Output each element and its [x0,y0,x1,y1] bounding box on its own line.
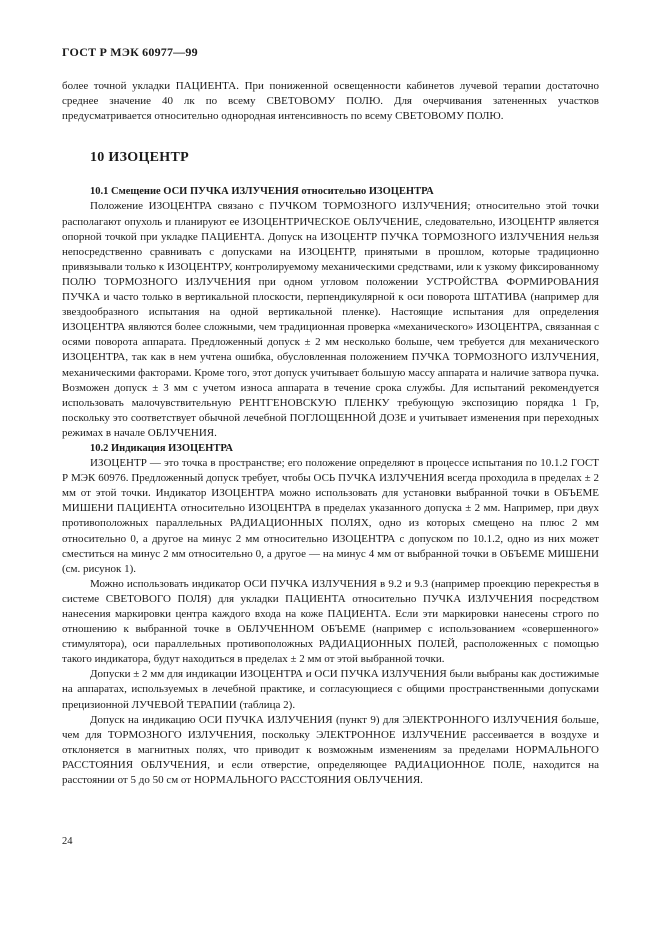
subsection-2-paragraph-3: Допуски ± 2 мм для индикации ИЗОЦЕНТРА и ОСИ ПУЧКА ИЗЛУЧЕНИЯ были выбраны как достижимые на аппаратах, используемых в лечебной практике, и согласующиеся с общими пространственными допусками прецизионной ЛУЧЕВОЙ ТЕРАПИИ (таблица 2). [62,668,599,711]
intro-paragraph: более точной укладки ПАЦИЕНТА. При пониженной освещенности кабинетов лучевой терапии достаточно среднее значение 40 лк по всему СВЕТОВОМУ ПОЛЮ. Для очерчивания затененных участков предусматривается относительно однородная интенсивность по всему СВЕТОВОМУ ПОЛЮ. [62,80,599,123]
subsection-2-paragraph-4: Допуск на индикацию ОСИ ПУЧКА ИЗЛУЧЕНИЯ (пункт 9) для ЭЛЕКТРОННОГО ИЗЛУЧЕНИЯ больше, чем для ТОРМОЗНОГО ИЗЛУЧЕНИЯ, поскольку ЭЛЕКТРОННОЕ ИЗЛУЧЕНИЕ рассеивается в воздухе и отклоняется в магнитных полях, что приводит к возможным изменениям за пределами НОРМАЛЬНОГО РАССТОЯНИЯ ОБЛУЧЕНИЯ, и если отверстие, определяющее РАДИАЦИОННОЕ ПОЛЕ, находится на расстоянии от 5 до 50 см от НОРМАЛЬНОГО РАССТОЯНИЯ ОБЛУЧЕНИЯ. [62,713,599,787]
page-number: 24 [62,836,73,847]
subsection-2-paragraph-1: ИЗОЦЕНТР — это точка в пространстве; его положение определяют в процессе испытания по 10.1.2 ГОСТ Р МЭК 60976. Предложенный допуск требует, чтобы ОСЬ ПУЧКА ИЗЛУЧЕНИЯ всегда проходила в пределах ± 2 мм от этой точки. Индикатор ИЗОЦЕНТРА можно использовать для установки выбранной точки в ОБЪЕМЕ МИШЕНИ ПАЦИЕНТА относительно ИЗОЦЕНТРА в пределах указанного допуска ± 2 мм. Например, при двух противоположных параллельных РАДИАЦИОННЫХ ПОЛЯХ, одно из которых смещено на плюс 2 мм относительно 0, а другое на минус 2 мм относительно ИЗОЦЕНТРА с допуском по 10.1.2, одно из них может сместиться на минус 2 мм относительно 0, а другое — на минус 4 мм от выбранной точки в ОБЪЕМЕ МИШЕНИ (см. рисунок 1). [62,457,599,575]
document-header: ГОСТ Р МЭК 60977—99 [62,45,198,59]
subsection-2-title: 10.2 Индикация ИЗОЦЕНТРА [90,442,233,454]
document-body [62,79,599,788]
subsection-1-paragraph-1: Положение ИЗОЦЕНТРА связано с ПУЧКОМ ТОРМОЗНОГО ИЗЛУЧЕНИЯ; относительно этой точки располагают опухоль и планируют ее ИЗОЦЕНТРИЧЕСКОЕ ОБЛУЧЕНИЕ, следовательно, ИЗОЦЕНТР является опорной точкой при укладке ПАЦИЕНТА. Допуск на ИЗОЦЕНТР ПУЧКА ТОРМОЗНОГО ИЗЛУЧЕНИЯ нельзя непосредственно сравнивать с допусками на ИЗОЦЕНТР, принятыми в прошлом, которые традиционно привязывали только к ИЗОЦЕНТРУ, контролируемому механическими средствами, или к узкому фиксированному ПОЛЮ ТОРМОЗНОГО ИЗЛУЧЕНИЯ при одном угловом положении УСТРОЙСТВА ФОРМИРОВАНИЯ ПУЧКА и часто только в вертикальной плоскости, перпендикулярной к оси поворота ШТАТИВА (например для звездообразного испытания на одной вертикальной пленке). Настоящие испытания для определения ИЗОЦЕНТРА являются более сложными, чем традиционная проверка «механического» ИЗОЦЕНТРА, связанная с осями поворота аппарата. Предложенный допуск ± 2 мм несколько больше, чем требуется для механического ИЗОЦЕНТРА, так как в нем учтена ошибка, обусловленная положением ПУЧКА ТОРМОЗНОГО ИЗЛУЧЕНИЯ, механическими факторами. Кроме того, этот допуск учитывает большую массу аппарата и наличие затвора пучка. Возможен допуск ± 3 мм с учетом износа аппарата в течение срока службы. Для испытаний рекомендуется использовать малочувствительную РЕНТГЕНОВСКУЮ ПЛЕНКУ требующую экспозицию порядка 1 Гр, поскольку это соответствует обычной лечебной ПОГЛОЩЕННОЙ ДОЗЕ и учитывает изменения при переходных режимах в начале ОБЛУЧЕНИЯ. [62,200,599,439]
subsection-1-title: 10.1 Смещение ОСИ ПУЧКА ИЗЛУЧЕНИЯ относительно ИЗОЦЕНТРА [90,186,434,198]
section-title: 10 ИЗОЦЕНТР [90,150,189,166]
subsection-2-paragraph-2: Можно использовать индикатор ОСИ ПУЧКА ИЗЛУЧЕНИЯ в 9.2 и 9.3 (например проекцию перекрестья в системе СВЕТОВОГО ПОЛЯ) для укладки ПАЦИЕНТА относительно ПУЧКА ИЗЛУЧЕНИЯ посредством нанесения маркировки центра каждого входа на коже ПАЦИЕНТА. Если эти маркировки нанесены строго по отношению к выбранной точке в ОБЛУЧЕННОМ ОБЪЕМЕ (например с использованием «совершенного» стимулятора), оси параллельных противоположных РАДИАЦИОННЫХ ПОЛЕЙ, расположенных с помощью такого индикатора, будут находиться в пределах ± 2 мм от этой выбранной точки. [62,577,599,666]
